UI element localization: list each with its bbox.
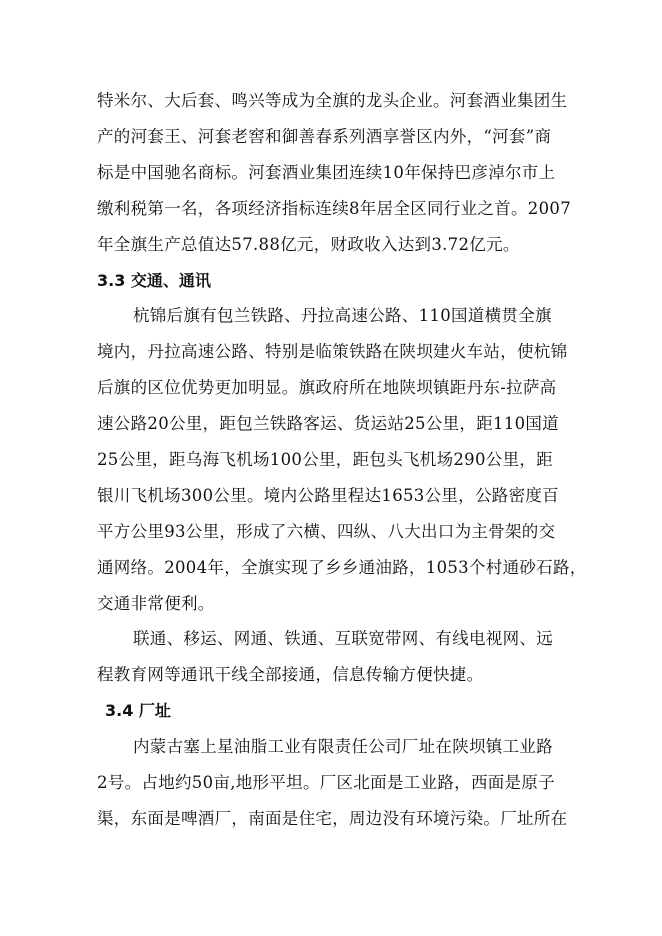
- paragraph-line: 杭锦后旗有包兰铁路、丹拉高速公路、110国道横贯全旗: [133, 306, 552, 325]
- section-heading-site: 3.4 厂址: [105, 701, 171, 720]
- paragraph-line: 标是中国驰名商标。河套酒业集团连续10年保持巴彦淖尔市上: [97, 163, 556, 182]
- paragraph-line: 后旗的区位优势更加明显。旗政府所在地陕坝镇距丹东-拉萨高: [97, 378, 557, 397]
- paragraph-line: 速公路20公里，距包兰铁路客运、货运站25公里，距110国道: [97, 414, 559, 433]
- paragraph-line: 境内，丹拉高速公路、特别是临策铁路在陕坝建火车站，使杭锦: [97, 342, 568, 361]
- paragraph-line: 年全旗生产总值达57.88亿元，财政收入达到3.72亿元。: [97, 235, 520, 254]
- paragraph-line: 银川飞机场300公里。境内公路里程达1653公里，公路密度百: [97, 486, 559, 505]
- paragraph-line: 特米尔、大后套、鸣兴等成为全旗的龙头企业。河套酒业集团生: [97, 91, 568, 110]
- paragraph-line: 25公里，距乌海飞机场100公里，距包头飞机场290公里，距: [97, 450, 553, 469]
- paragraph-line: 通网络。2004年，全旗实现了乡乡通油路，1053个村通砂石路，: [97, 558, 587, 577]
- paragraph-line: 2号。占地约50亩,地形平坦。厂区北面是工业路，西面是原子: [97, 773, 555, 792]
- paragraph-line: 程教育网等通讯干线全部接通，信息传输方便快捷。: [97, 665, 484, 684]
- paragraph-line: 缴利税第一名，各项经济指标连续8年居全区同行业之首。2007: [97, 199, 571, 218]
- paragraph-line: 联通、移运、网通、铁通、互联宽带网、有线电视网、远: [133, 629, 553, 648]
- section-heading-transport: 3.3 交通、通讯: [97, 271, 211, 290]
- paragraph-line: 渠，东面是啤酒厂，南面是住宅，周边没有环境污染。厂址所在: [97, 809, 568, 828]
- paragraph-line: 平方公里93公里，形成了六横、四纵、八大出口为主骨架的交: [97, 522, 556, 541]
- paragraph-line: 内蒙古塞上星油脂工业有限责任公司厂址在陕坝镇工业路: [133, 737, 553, 756]
- paragraph-line: 交通非常便利。: [97, 594, 215, 613]
- paragraph-line: 产的河套王、河套老窖和御善春系列酒享誉区内外，“河套”商: [97, 127, 552, 146]
